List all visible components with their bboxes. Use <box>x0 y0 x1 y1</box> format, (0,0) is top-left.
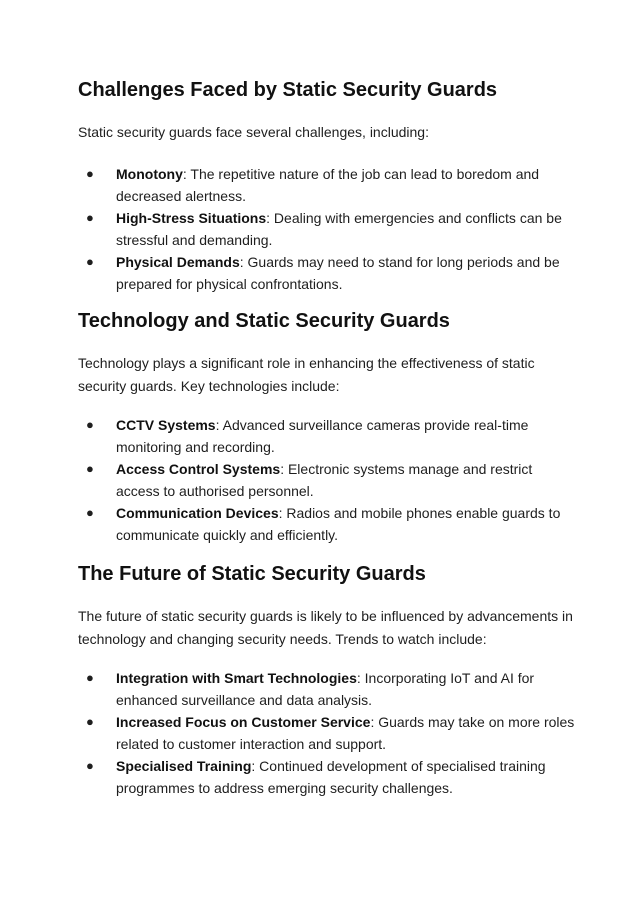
item-term: Monotony <box>116 166 183 182</box>
list-item <box>78 667 578 711</box>
list-item <box>78 414 578 458</box>
bullet-icon: ● <box>86 166 94 181</box>
bullet-icon: ● <box>86 670 94 685</box>
item-text: : Dealing with emergencies and conflicts can be stressful and demanding. <box>116 210 562 248</box>
item-text: : Advanced surveillance cameras provide real-time monitoring and recording. <box>116 417 529 455</box>
item-term: Access Control Systems <box>116 461 281 477</box>
item-text: : The repetitive nature of the job can lead to boredom and decreased alertness. <box>116 166 540 204</box>
list-item <box>78 502 578 546</box>
section-heading: The Future of Static Security Guards <box>78 563 426 585</box>
item-text: : Continued development of specialised training programmes to address emerging security challenges. <box>116 758 546 796</box>
bullet-icon: ● <box>86 758 94 773</box>
section-technology <box>78 308 578 546</box>
item-term: Communication Devices <box>116 505 279 521</box>
section-future <box>78 561 578 799</box>
bullet-icon: ● <box>86 417 94 432</box>
section-intro: The future of static security guards is likely to be influenced by advancements in technology and changing security needs. Trends to watch include: <box>78 608 573 647</box>
list-item <box>78 251 578 295</box>
bullet-icon: ● <box>86 254 94 269</box>
item-text: : Electronic systems manage and restrict access to authorised personnel. <box>116 461 533 499</box>
bullet-icon: ● <box>86 505 94 520</box>
list-item <box>78 163 578 207</box>
section-heading: Technology and Static Security Guards <box>78 310 450 332</box>
item-text: : Radios and mobile phones enable guards to communicate quickly and efficiently. <box>116 505 561 543</box>
list-item <box>78 458 578 502</box>
bullet-icon: ● <box>86 461 94 476</box>
list-item <box>78 207 578 251</box>
item-term: CCTV Systems <box>116 417 216 433</box>
item-term: Integration with Smart Technologies <box>116 670 357 686</box>
item-term: Physical Demands <box>116 254 240 270</box>
bullet-list <box>78 667 578 799</box>
list-item <box>78 711 578 755</box>
bullet-icon: ● <box>86 210 94 225</box>
item-text: : Guards may need to stand for long periods and be prepared for physical confrontations. <box>116 254 560 292</box>
list-item <box>78 755 578 799</box>
section-challenges <box>78 77 578 295</box>
bullet-list <box>78 163 578 295</box>
section-heading: Challenges Faced by Static Security Guards <box>78 79 498 101</box>
bullet-list <box>78 414 578 546</box>
item-term: High-Stress Situations <box>116 210 267 226</box>
item-term: Specialised Training <box>116 758 252 774</box>
item-text: : Guards may take on more roles related to customer interaction and support. <box>116 714 575 752</box>
section-intro: Technology plays a significant role in enhancing the effectiveness of static security guards. Key technologies include: <box>78 355 535 394</box>
section-intro: Static security guards face several challenges, including: <box>78 124 429 140</box>
item-term: Increased Focus on Customer Service <box>116 714 371 730</box>
bullet-icon: ● <box>86 714 94 729</box>
item-text: : Incorporating IoT and AI for enhanced surveillance and data analysis. <box>116 670 535 708</box>
